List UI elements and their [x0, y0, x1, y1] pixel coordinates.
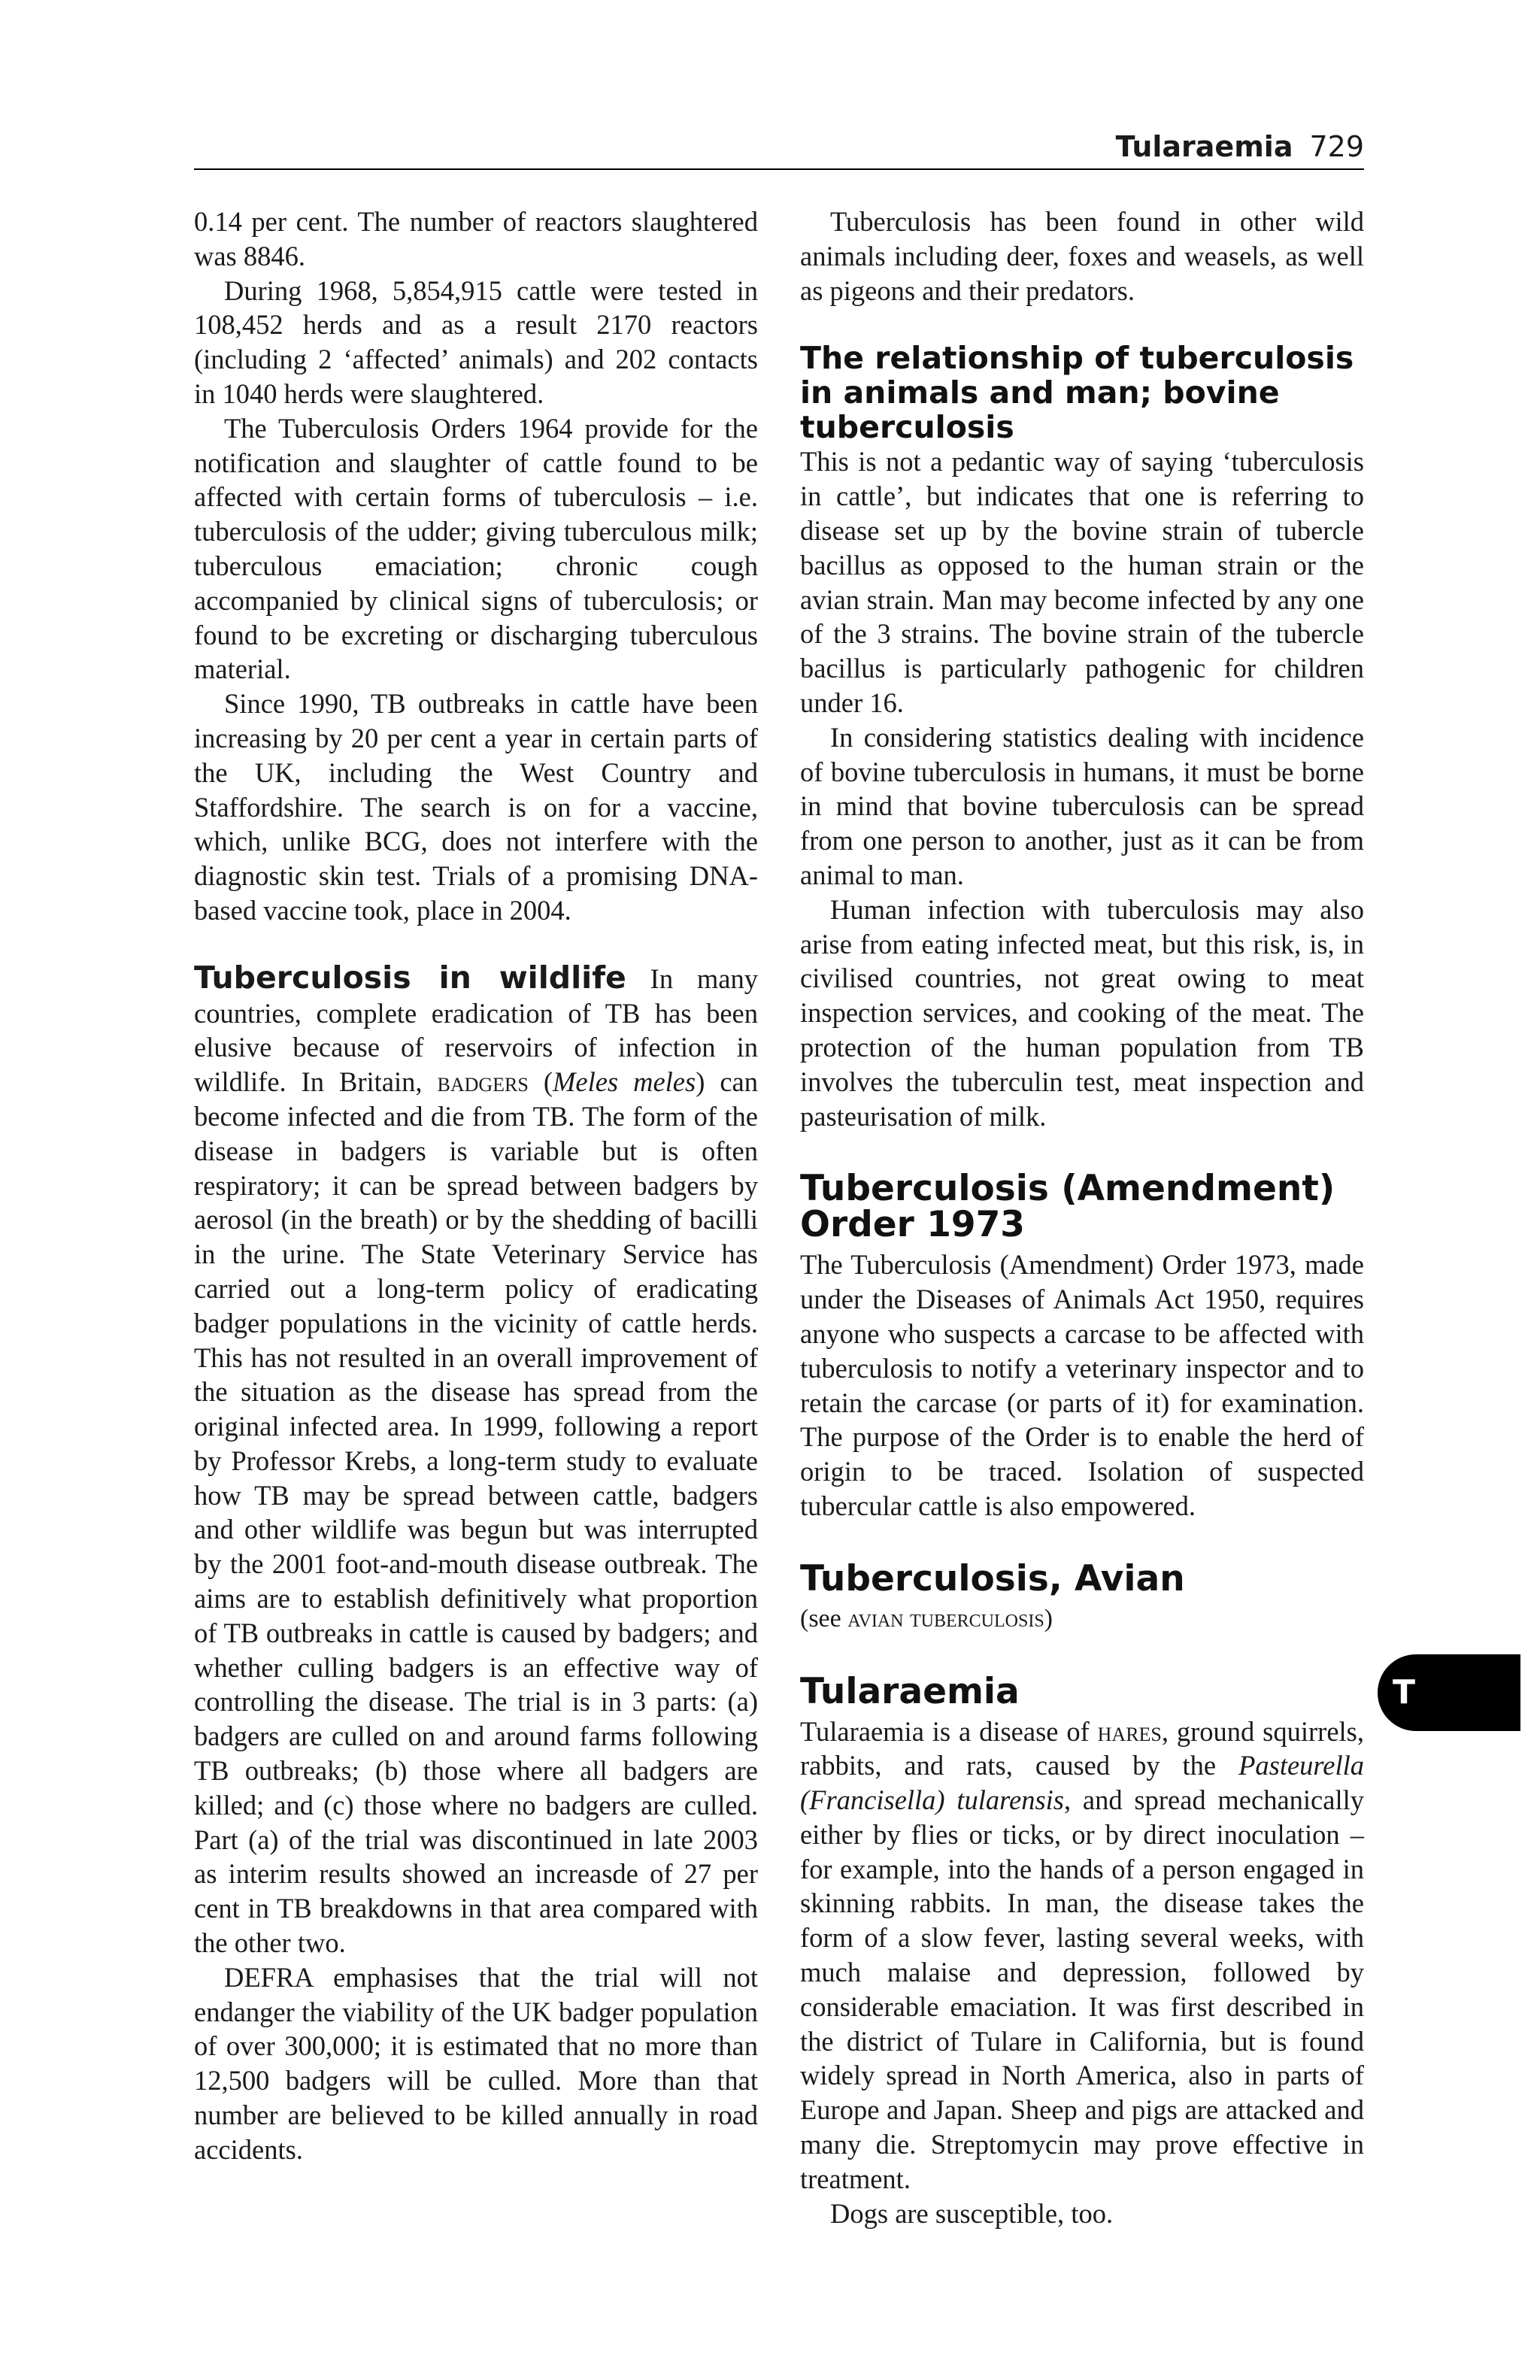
- running-header: [194, 125, 1364, 170]
- tularaemia-paragraph: [800, 1715, 1364, 2197]
- running-title: Tularaemia: [1115, 130, 1293, 163]
- wildlife-text-b: ) can become infected and die from TB. The form of the disease in badgers is variable but is often respiratory; it can be spread between badgers by aerosol (in the breath) or by the shedding of bacilli in the urine. The State Veterinary Service has carried out a long-term policy of eradicating badger populations in the vicinity of cattle herds. This has not resulted in an overall improvement of the situation as the disease has spread from the original infected area. In 1999, following a report by Professor Krebs, a long-term study to evaluate how TB may be spread between cattle, badgers and other wildlife was begun but was interrupted by the 2001 foot-and-mouth disease outbreak. The aims are to establish definitively what proportion of TB outbreaks in cattle is caused by badgers; and whether culling badgers is an effective way of controlling the disease. The trial is in 3 parts: (a) badgers are culled on and around farms following TB outbreaks; (b) those where all badgers are killed; and (c) those where no badgers are culled. Part (a) of the trial was discontinued in late 2003 as interim results showed an increasde of 27 per cent in TB breakdowns in that area compared with the other two.: [194, 1066, 758, 1959]
- latin-name: Meles meles: [552, 1066, 696, 1098]
- cross-reference-hares[interactable]: hares: [1097, 1715, 1162, 1747]
- paragraph: Since 1990, TB outbreaks in cattle have been increasing by 20 per cent a year in certain parts of the UK, including the West Country and Staffordshire. The search is on for a vaccine, which, unlike BCG, does not interfere with the diagnostic skin test. Trials of a promising DNA-based vaccine took, place in 2004.: [194, 688, 758, 926]
- paragraph: Tuberculosis has been found in other wild animals including deer, foxes and weasels, as well as pigeons and their predators.: [800, 206, 1364, 306]
- paragraph: The Tuberculosis Orders 1964 provide for the notification and slaughter of cattle found to be affected with certain forms of tuberculosis – i.e. tuberculosis of the udder; giving tuberculous milk; tuberculous emaciation; chronic cough accompanied by clinical signs of tuberculosis; or found to be excreting or discharging tuberculous material.: [194, 412, 758, 685]
- tul-text-a: Tularaemia is a disease of: [800, 1715, 1098, 1747]
- see-reference: [800, 1602, 1364, 1636]
- paragraph: This is not a pedantic way of saying ‘tuberculosis in cattle’, but indicates that one is referring to disease set up by the bovine strain of tubercle bacillus as opposed to the human strain or the avian strain. Man may become infected by any one of the 3 strains. The bovine strain of the tubercle bacillus is particularly pathogenic for children under 16.: [800, 446, 1364, 718]
- wildlife-paren: (: [528, 1066, 553, 1098]
- right-column: [800, 205, 1364, 2230]
- thumb-index-letter: T: [1393, 1673, 1416, 1711]
- wildlife-paragraph: [194, 961, 758, 1960]
- see-text: (see: [800, 1604, 848, 1633]
- tul-text-c: , and spread mechanically either by flies or ticks, or by direct inoculation – for example, into the hands of a person engaged in skinning rabbits. In man, the disease takes the form of a slow fever, lasting several weeks, with much malaise and depression, followed by considerable emaciation. It was first described in the district of Tulare in California, but is found widely spread in North America, also in parts of Europe and Japan. Sheep and pigs are attacked and many die. Streptomycin may prove effective in treatment.: [800, 1784, 1364, 2194]
- entry-heading: Tularaemia: [800, 1670, 1020, 1712]
- paragraph: The Tuberculosis (Amendment) Order 1973, made under the Diseases of Animals Act 1950, requires anyone who suspects a carcase to be affected with tuberculosis to notify a veterinary inspector and to retain the carcase (or parts of it) for examination. The purpose of the Order is to enable the herd of origin to be traced. Isolation of suspected tubercular cattle is also empowered.: [800, 1249, 1364, 1521]
- page-number: 729: [1309, 130, 1364, 163]
- paragraph: During 1968, 5,854,915 cattle were tested in 108,452 herds and as a result 2170 reactors (including 2 ‘affected’ animals) and 202 contacts in 1040 herds were slaughtered.: [194, 274, 758, 409]
- left-column: [194, 205, 758, 2167]
- paragraph: Human infection with tuberculosis may also arise from eating infected meat, but this risk, is, in civilised countries, not great owing to meat inspection services, and cooking of the meat. The protection of the human population from TB involves the tuberculin test, meat inspection and pasteurisation of milk.: [800, 893, 1364, 1132]
- thumb-index-tab: [1378, 1654, 1520, 1731]
- paragraph: 0.14 per cent. The number of reactors slaughtered was 8846.: [194, 206, 758, 271]
- latin-name: Pasteurella (Francisella) tularensis: [800, 1750, 1364, 1816]
- cross-reference-badgers[interactable]: badgers: [437, 1066, 529, 1098]
- entry-heading: Tuberculosis (Amendment) Order 1973: [800, 1168, 1335, 1246]
- entry-heading: Tuberculosis, Avian: [800, 1557, 1185, 1599]
- wildlife-text-a: In many countries, complete eradication of TB has been elusive because of reservoirs of infection in wildlife. In Britain,: [194, 963, 758, 1098]
- paragraph: DEFRA emphasises that the trial will not endanger the viability of the UK badger population of over 300,000; it is estimated that no more than 12,500 badgers will be culled. More than that number are believed to be killed annually in road accidents.: [194, 1961, 758, 2165]
- section-heading: The relationship of tuberculosis in animals and man; bovine tuberculosis: [800, 340, 1354, 446]
- section-gap: [194, 928, 758, 961]
- wildlife-heading: Tuberculosis in wildlife: [194, 959, 626, 996]
- paragraph: In considering statistics dealing with incidence of bovine tuberculosis in humans, it must be borne in mind that bovine tuberculosis can be spread from one person to another, just as it can be from animal to man.: [800, 721, 1364, 890]
- paragraph: Dogs are susceptible, too.: [830, 2197, 1114, 2229]
- see-close: ): [1044, 1604, 1053, 1633]
- tul-text-b: , ground squirrels, rabbits, and rats, caused by the: [800, 1715, 1365, 1781]
- cross-reference-avian[interactable]: avian tuberculosis: [847, 1604, 1044, 1633]
